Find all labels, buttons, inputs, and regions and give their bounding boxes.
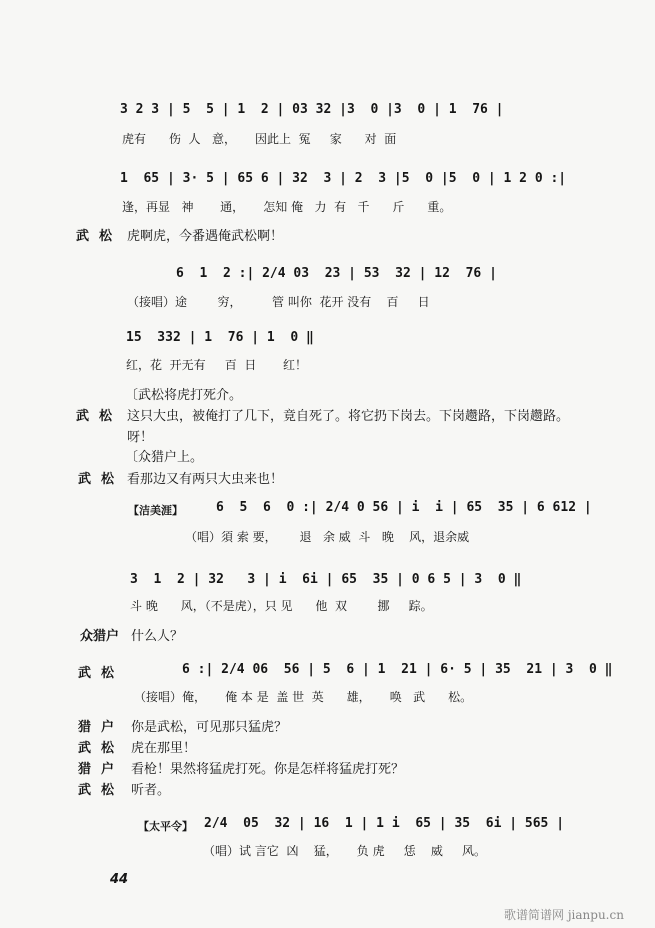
dialogue-text: 这只大虫，被俺打了几下，竟自死了。将它扔下岗去。下岗趱路，下岗趱路。 (127, 409, 570, 424)
speaker-label: 武松 (78, 472, 125, 487)
speaker-label: 众猎户 (80, 629, 120, 644)
tune-name: 【太平令】 (138, 820, 193, 833)
stage-direction: 〔武松将虎打死介。 (125, 388, 243, 403)
score-line-8-notes: 2/4 05 32 | 16 1 | 1 i 65 | 35 6i | 565 | (204, 816, 565, 831)
speaker-label: 武松 (76, 409, 123, 424)
speaker-label: 猎户 (78, 762, 125, 777)
score-line-3-lyrics: （接唱）途 穷， 管 叫你 花开 没有 百 日 (127, 295, 430, 309)
stage-direction: 〔众猎户上。 (125, 450, 204, 465)
score-line-8-lyrics: （唱）试 言它 凶 猛， 负 虎 恁 威 风。 (203, 844, 486, 858)
score-line-1-notes: 3 2 3 | 5 5 | 1 2 | 03 32 |3 0 |3 0 | 1 76 | (120, 102, 504, 117)
dialogue-text: 呀！ (127, 430, 154, 445)
speaker-label: 武松 (78, 783, 125, 798)
dialogue-text: 看那边又有两只大虫来也！ (127, 472, 284, 487)
dialogue-text: 虎啊虎，今番遇俺武松啊！ (127, 229, 284, 244)
dialogue-text: 听者。 (131, 783, 171, 798)
speaker-label: 武松 (78, 741, 125, 756)
speaker-label: 武松 (78, 666, 125, 681)
speaker-label: 猎户 (78, 720, 125, 735)
tune-name: 【洁美涯】 (128, 504, 183, 517)
dialogue-text: 什么人？ (131, 629, 184, 644)
page-number: 44 (110, 872, 129, 887)
dialogue-text: 虎在那里！ (131, 741, 197, 756)
dialogue-text: 看枪！果然将猛虎打死。你是怎样将猛虎打死？ (131, 762, 405, 777)
score-line-7-notes: 6 :| 2/4 06 56 | 5 6 | 1 21 | 6· 5 | 35 21 | 3 0 ‖ (182, 662, 613, 677)
score-line-4-notes: 15 332 | 1 76 | 1 0 ‖ (126, 330, 314, 345)
watermark: 歌谱简谱网 jianpu.cn (504, 908, 624, 922)
score-line-4-lyrics: 红，花 开无有 百 日 红！ (126, 358, 308, 372)
score-line-2-notes: 1 65 | 3· 5 | 65 6 | 32 3 | 2 3 |5 0 |5 0 | 1 2 0 :| (120, 171, 567, 186)
speaker-label: 武松 (76, 229, 123, 244)
score-line-3-notes: 6 1 2 :| 2/4 03 23 | 53 32 | 12 76 | (176, 266, 497, 281)
score-line-5-notes: 6 5 6 0 :| 2/4 0 56 | i i | 65 35 | 6 612 | (216, 500, 592, 515)
score-line-6-notes: 3 1 2 | 32 3 | i 6i | 65 35 | 0 6 5 | 3 0 ‖ (130, 572, 522, 587)
score-line-6-lyrics: 斗 晚 风，（不是虎），只 见 他 双 挪 踪。 (130, 599, 433, 613)
score-line-7-lyrics: （接唱）俺， 俺 本 是 盖 世 英 雄， 唤 武 松。 (134, 690, 473, 704)
score-line-5-lyrics: （唱）須 索 要， 退 余 威 斗 晚 风，退余威 (185, 530, 470, 544)
score-line-2-lyrics: 逢，再显 神 通， 怎知 俺 力 有 千 斤 重。 (122, 200, 452, 214)
dialogue-text: 你是武松，可见那只猛虎？ (131, 720, 288, 735)
score-line-1-lyrics: 虎有 伤 人 意， 因此上 冤 家 对 面 (122, 132, 397, 146)
